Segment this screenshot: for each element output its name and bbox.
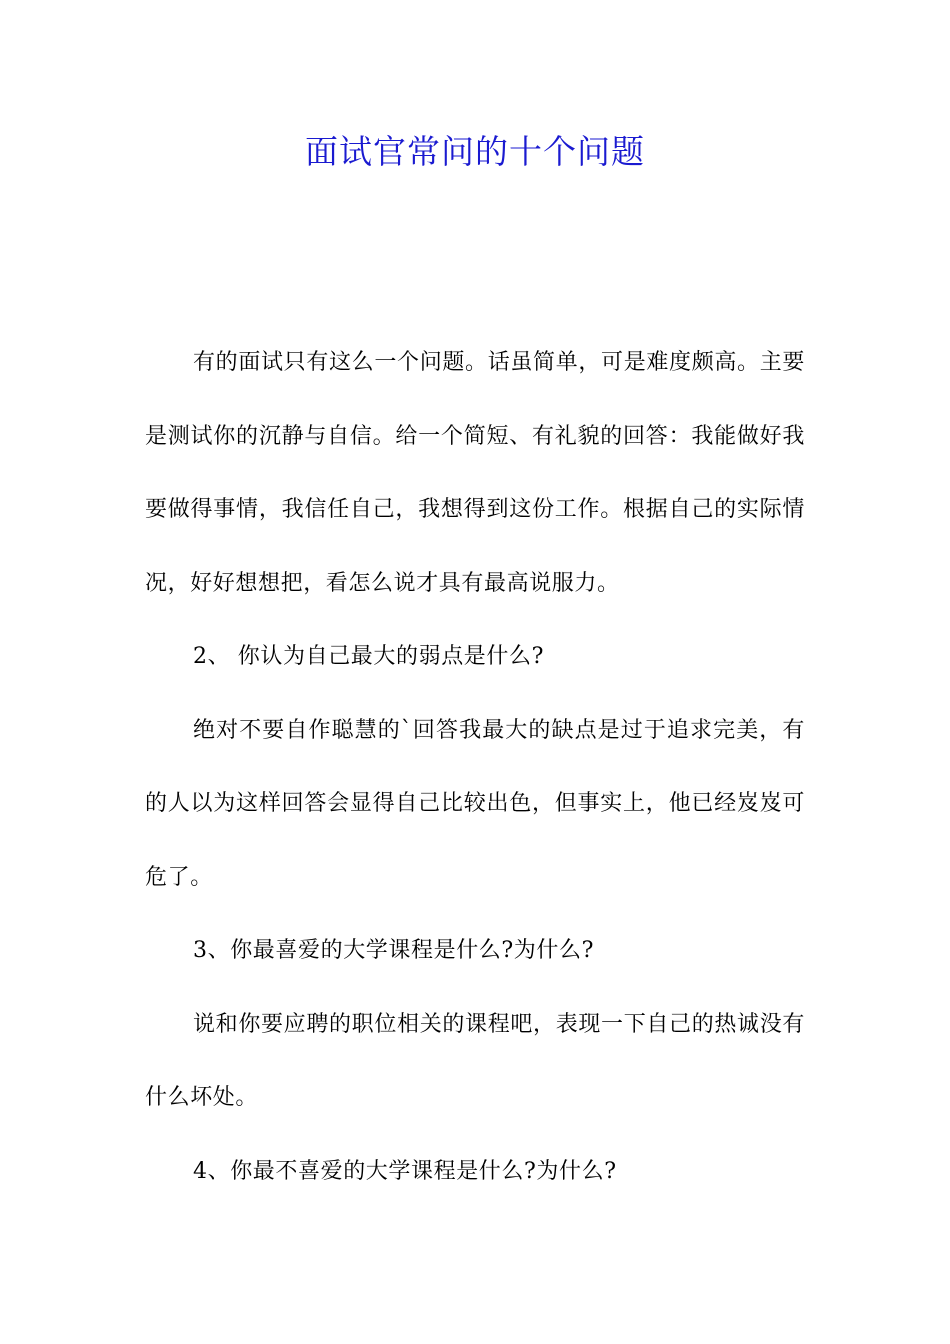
question-4: 4、你最不喜爱的大学课程是什么?为什么? (193, 1158, 617, 1184)
question-3: 3、你最喜爱的大学课程是什么?为什么? (193, 938, 594, 963)
paragraph-intro: 有的面试只有这么一个问题。话虽简单，可是难度颇高。主要是测试你的沉静与自信。给一个简短、有礼貌的回答：我能做好我要做得事情，我信任自己，我想得到这份工作。根据自己的实际情况，好好想想把，看怎么说才具有最高说服力。 (145, 350, 805, 596)
document-title: 面试官常问的十个问题 (305, 132, 645, 171)
answer-2: 绝对不要自作聪慧的`回答我最大的缺点是过于追求完美，有的人以为这样回答会显得自己比较出色，但事实上，他已经岌岌可危了。 (145, 717, 805, 890)
question-2: 2、 你认为自己最大的弱点是什么? (193, 644, 544, 669)
answer-3: 说和你要应聘的职位相关的课程吧，表现一下自己的热诚没有什么坏处。 (145, 1011, 805, 1110)
document-body (145, 326, 805, 1208)
